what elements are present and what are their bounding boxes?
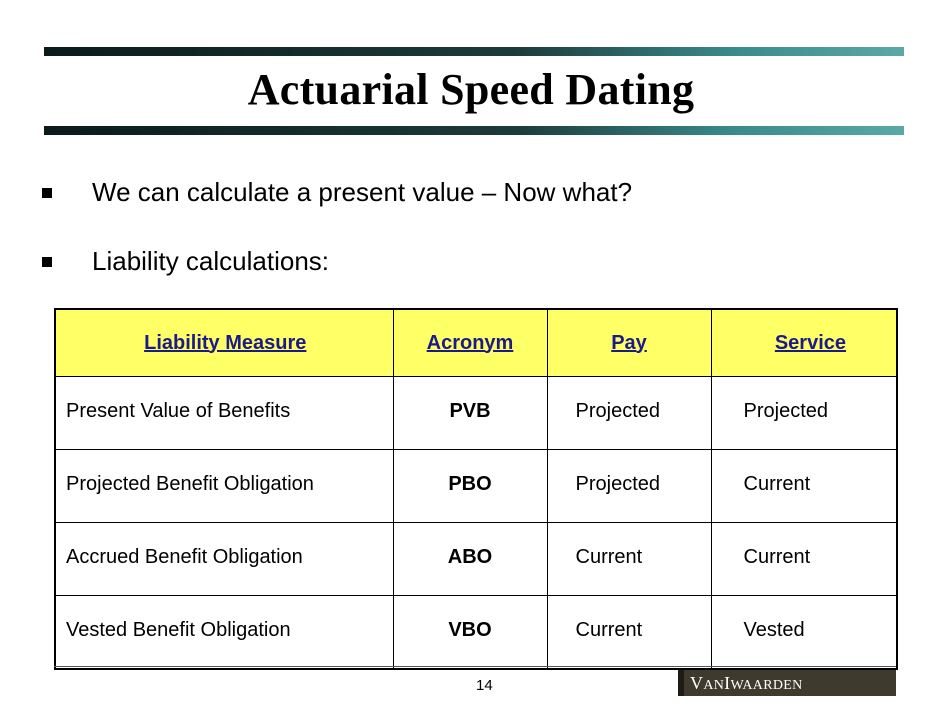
logo-part: I — [724, 673, 731, 693]
cell-service: Projected — [711, 377, 897, 450]
cell-pay: Projected — [547, 450, 711, 523]
header-acronym: Acronym — [393, 309, 547, 377]
table-row — [55, 377, 897, 450]
footer-divider — [54, 666, 896, 667]
bullet-text: We can calculate a present value – Now what? — [92, 177, 633, 207]
table-header-row — [55, 309, 897, 377]
cell-pay: Projected — [547, 377, 711, 450]
cell-pay: Current — [547, 596, 711, 670]
bullet-text: Liability calculations: — [92, 246, 330, 276]
cell-acronym: PVB — [393, 377, 547, 450]
header-service: Service — [711, 309, 897, 377]
header-liability-measure: Liability Measure — [55, 309, 393, 377]
table-row — [55, 523, 897, 596]
cell-measure: Vested Benefit Obligation — [55, 596, 393, 670]
van-iwaarden-logo — [678, 670, 896, 696]
cell-acronym: VBO — [393, 596, 547, 670]
cell-measure: Present Value of Benefits — [55, 377, 393, 450]
cell-acronym: PBO — [393, 450, 547, 523]
cell-service: Current — [711, 450, 897, 523]
header-pay: Pay — [547, 309, 711, 377]
table-row — [55, 596, 897, 670]
page-number: 14 — [476, 677, 493, 694]
liability-table — [54, 308, 898, 670]
square-bullet-icon — [42, 188, 52, 198]
logo-part: WAARDEN — [730, 678, 803, 693]
cell-service: Current — [711, 523, 897, 596]
slide-title: Actuarial Speed Dating — [247, 65, 695, 114]
cell-service: Vested — [711, 596, 897, 670]
cell-pay: Current — [547, 523, 711, 596]
table-row — [55, 450, 897, 523]
cell-measure: Projected Benefit Obligation — [55, 450, 393, 523]
cell-acronym: ABO — [393, 523, 547, 596]
logo-part: AN — [703, 678, 725, 693]
cell-measure: Accrued Benefit Obligation — [55, 523, 393, 596]
title-bottom-rule — [44, 126, 904, 135]
square-bullet-icon — [42, 257, 52, 267]
title-top-rule — [44, 47, 904, 56]
logo-part: V — [690, 673, 704, 693]
